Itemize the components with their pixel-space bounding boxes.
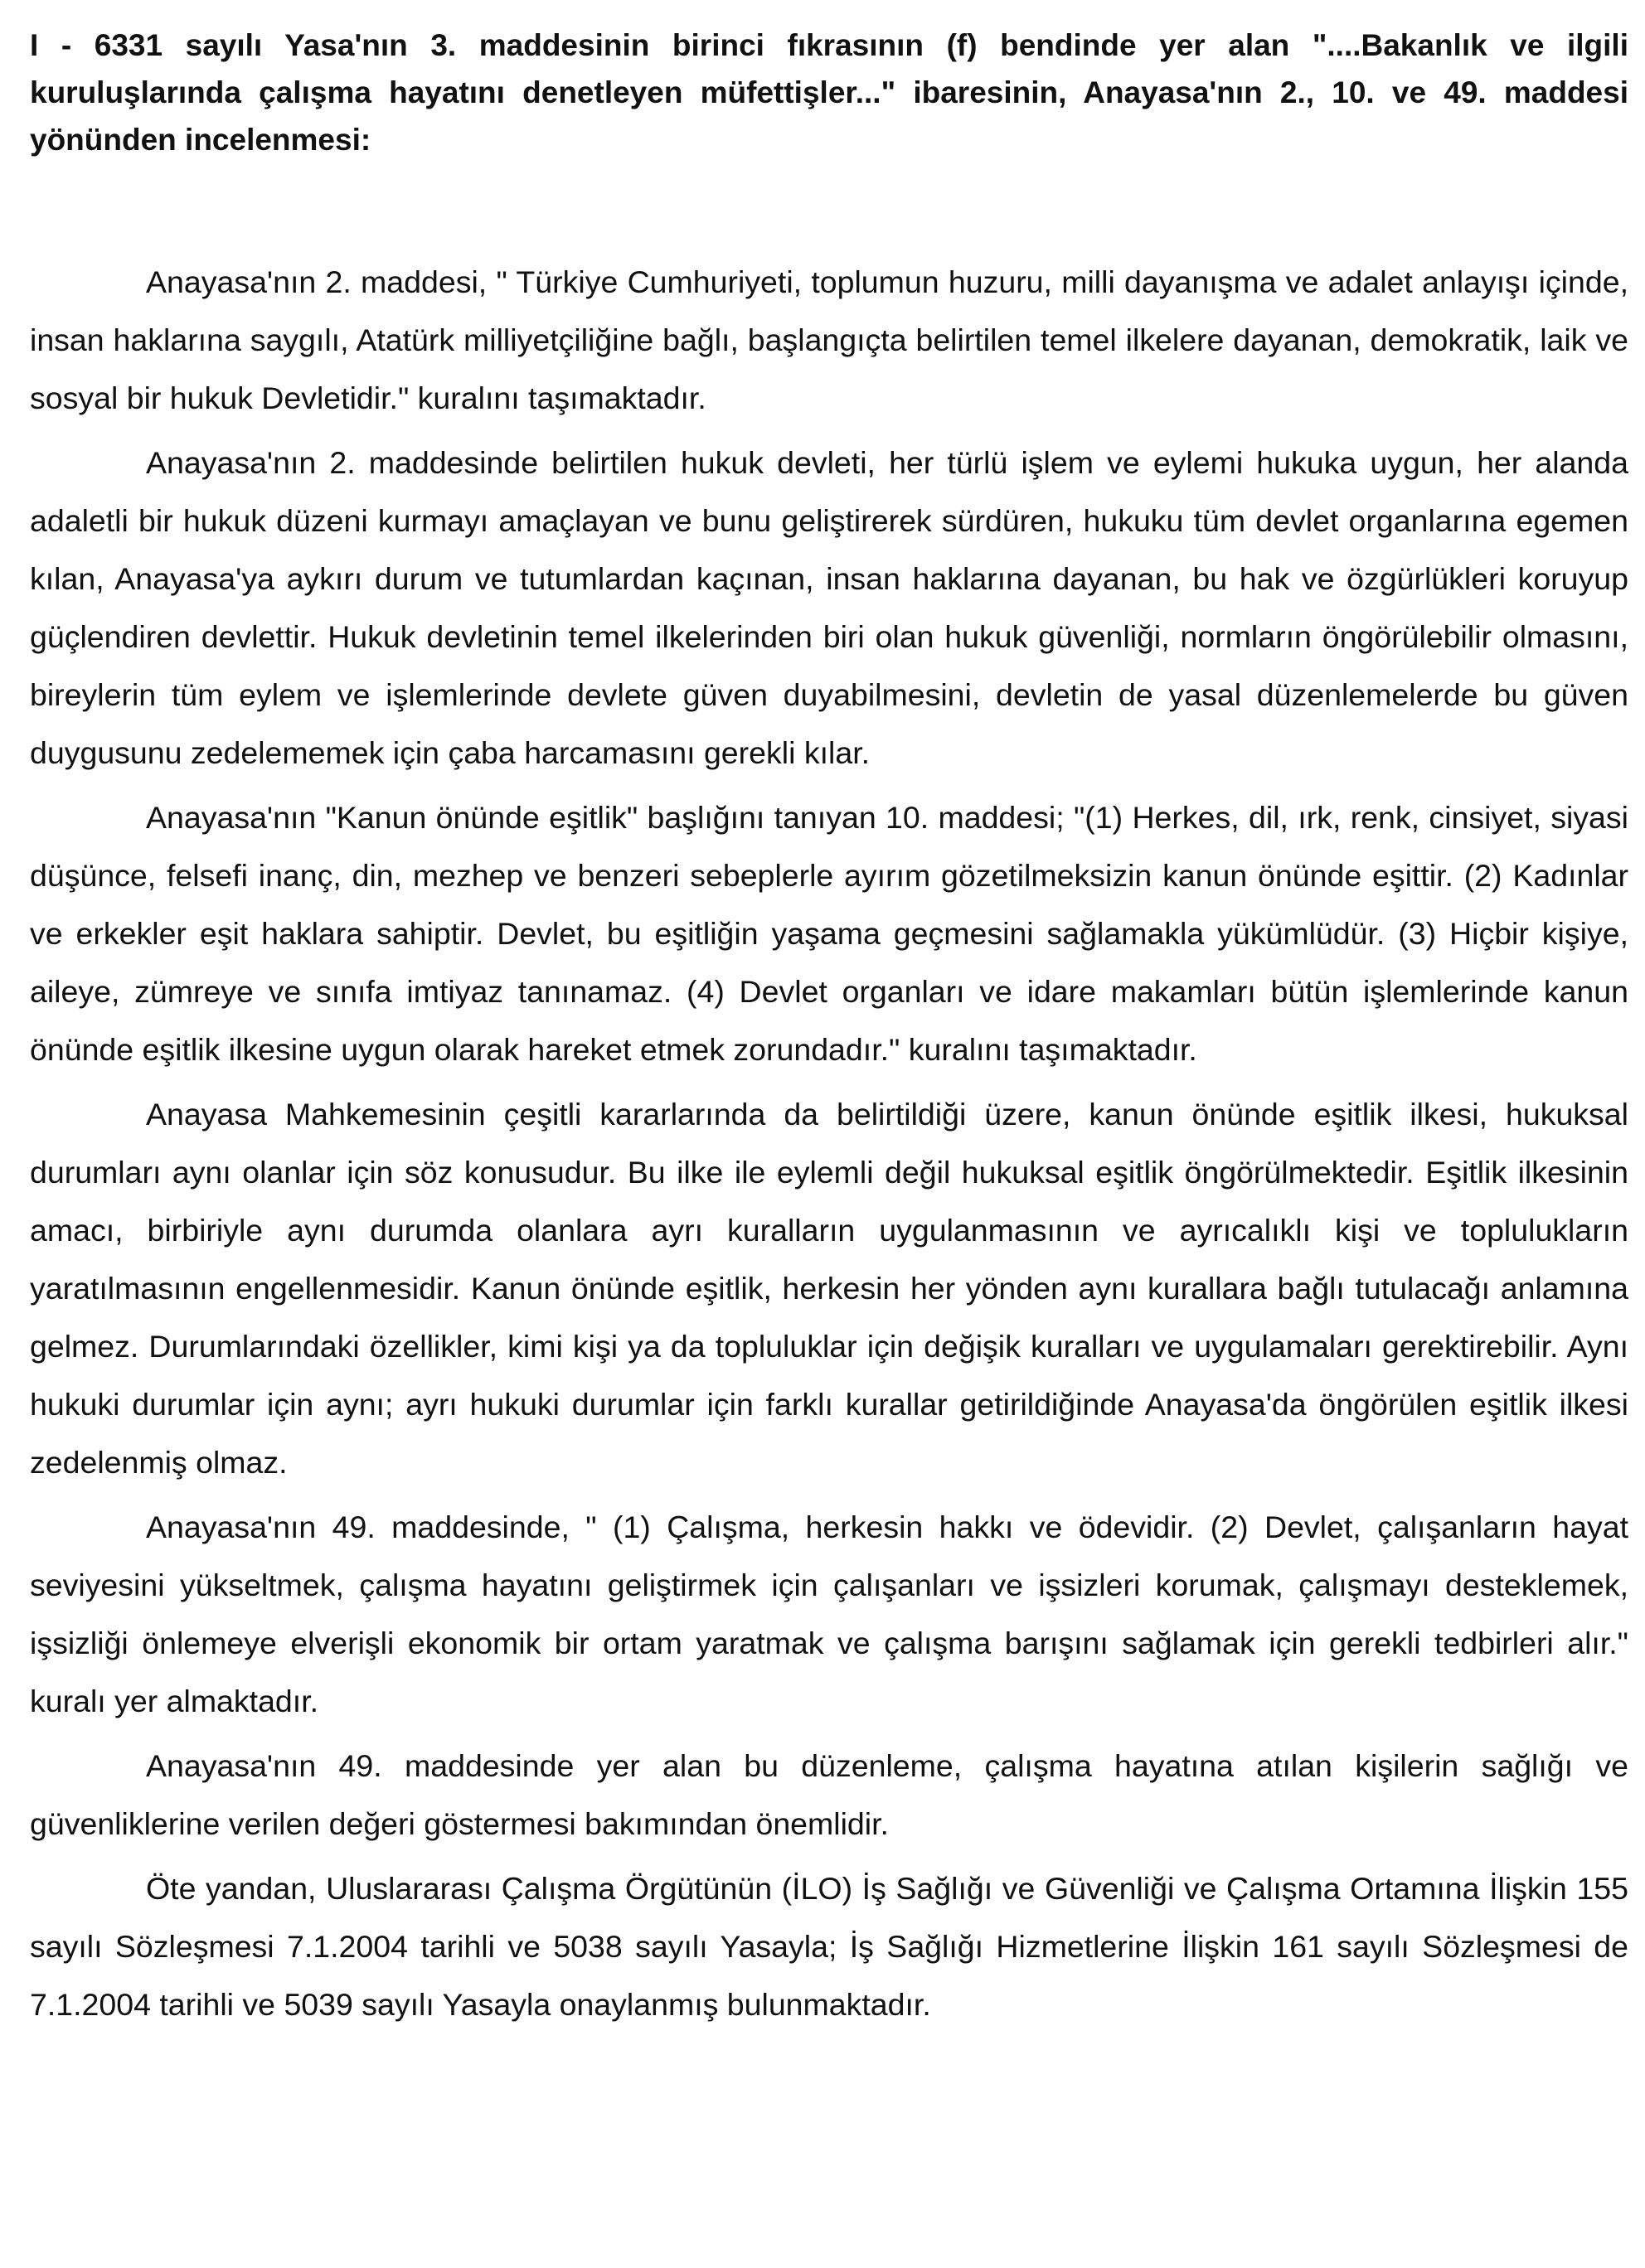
- paragraph-equality-principle: Anayasa Mahkemesinin çeşitli kararlarında da belirtildiği üzere, kanun önünde eşitlik ilkesi, hukuksal durumları aynı olanlar için söz konusudur. Bu ilke ile eylemli değil hukuksal eşitlik öngörülmektedir. Eşitlik ilkesinin amacı, birbiriyle aynı durumda olanlara ayrı kuralların uygulanmasının ve ayrıcalıklı kişi ve toplulukların yaratılmasının engellenmesidir. Kanun önünde eşitlik, herkesin her yönden aynı kurallara bağlı tutulacağı anlamına gelmez. Durumlarındaki özellikler, kimi kişi ya da topluluklar için değişik kuralları ve uygulamaları gerektirebilir. Aynı hukuki durumlar için aynı; ayrı hukuki durumlar için farklı kurallar getirildiğinde Anayasa'da öngörülen eşitlik ilkesi zedelenmiş olmaz.: [30, 1097, 1628, 1480]
- document-body: [30, 253, 1628, 2033]
- paragraph-article-49-importance: Anayasa'nın 49. maddesinde yer alan bu düzenleme, çalışma hayatına atılan kişilerin sağlığı ve güvenliklerine verilen değeri göstermesi bakımından önemlidir.: [30, 1748, 1628, 1841]
- paragraph-rule-of-law: Anayasa'nın 2. maddesinde belirtilen hukuk devleti, her türlü işlem ve eylemi hukuka uygun, her alanda adaletli bir hukuk düzeni kurmayı amaçlayan ve bunu geliştirerek sürdüren, hukuku tüm devlet organlarına egemen kılan, Anayasa'ya aykırı durum ve tutumlardan kaçınan, insan haklarına dayanan, bu hak ve özgürlükleri koruyup güçlendiren devlettir. Hukuk devletinin temel ilkelerinden biri olan hukuk güvenliği, normların öngörülebilir olmasını, bireylerin tüm eylem ve işlemlerinde devlete güven duyabilmesini, devletin de yasal düzenlemelerde bu güven duygusunu zedelememek için çaba harcamasını gerekli kılar.: [30, 445, 1628, 770]
- paragraph-article-10: Anayasa'nın "Kanun önünde eşitlik" başlığını tanıyan 10. maddesi; "(1) Herkes, dil, ırk, renk, cinsiyet, siyasi düşünce, felsefi inanç, din, mezhep ve benzeri sebeplerle ayırım gözetilmeksizin kanun önünde eşittir. (2) Kadınlar ve erkekler eşit haklara sahiptir. Devlet, bu eşitliğin yaşama geçmesini sağlamakla yükümlüdür. (3) Hiçbir kişiye, aileye, zümreye ve sınıfa imtiyaz tanınamaz. (4) Devlet organları ve idare makamları bütün işlemlerinde kanun önünde eşitlik ilkesine uygun olarak hareket etmek zorundadır." kuralını taşımaktadır.: [30, 800, 1628, 1067]
- paragraph-article-2: Anayasa'nın 2. maddesi, " Türkiye Cumhuriyeti, toplumun huzuru, milli dayanışma ve adalet anlayışı içinde, insan haklarına saygılı, Atatürk milliyetçiliğine bağlı, başlangıçta belirtilen temel ilkelere dayanan, demokratik, laik ve sosyal bir hukuk Devletidir." kuralını taşımaktadır.: [30, 264, 1628, 415]
- section-heading: I - 6331 sayılı Yasa'nın 3. maddesinin birinci fıkrasının (f) bendinde yer alan "....Bakanlık ve ilgili kuruluşlarında çalışma hayatını denetleyen müfettişler..." ibaresinin, Anayasa'nın 2., 10. ve 49. maddesi yönünden incelenmesi:: [30, 28, 1628, 157]
- paragraph-article-49: Anayasa'nın 49. maddesinde, " (1) Çalışma, herkesin hakkı ve ödevidir. (2) Devlet, çalışanların hayat seviyesini yükseltmek, çalışma hayatını geliştirmek için çalışanları ve işsizleri korumak, çalışmayı desteklemek, işsizliği önlemeye elverişli ekonomik bir ortam yaratmak ve çalışma barışını sağlamak için gerekli tedbirleri alır." kuralı yer almaktadır.: [30, 1510, 1628, 1718]
- paragraph-ilo-conventions: Öte yandan, Uluslararası Çalışma Örgütünün (İLO) İş Sağlığı ve Güvenliği ve Çalışma Ortamına İlişkin 155 sayılı Sözleşmesi 7.1.2004 tarihli ve 5038 sayılı Yasayla; İş Sağlığı Hizmetlerine İlişkin 161 sayılı Sözleşmesi de 7.1.2004 tarihli ve 5039 sayılı Yasayla onaylanmış bulunmaktadır.: [30, 1871, 1628, 2022]
